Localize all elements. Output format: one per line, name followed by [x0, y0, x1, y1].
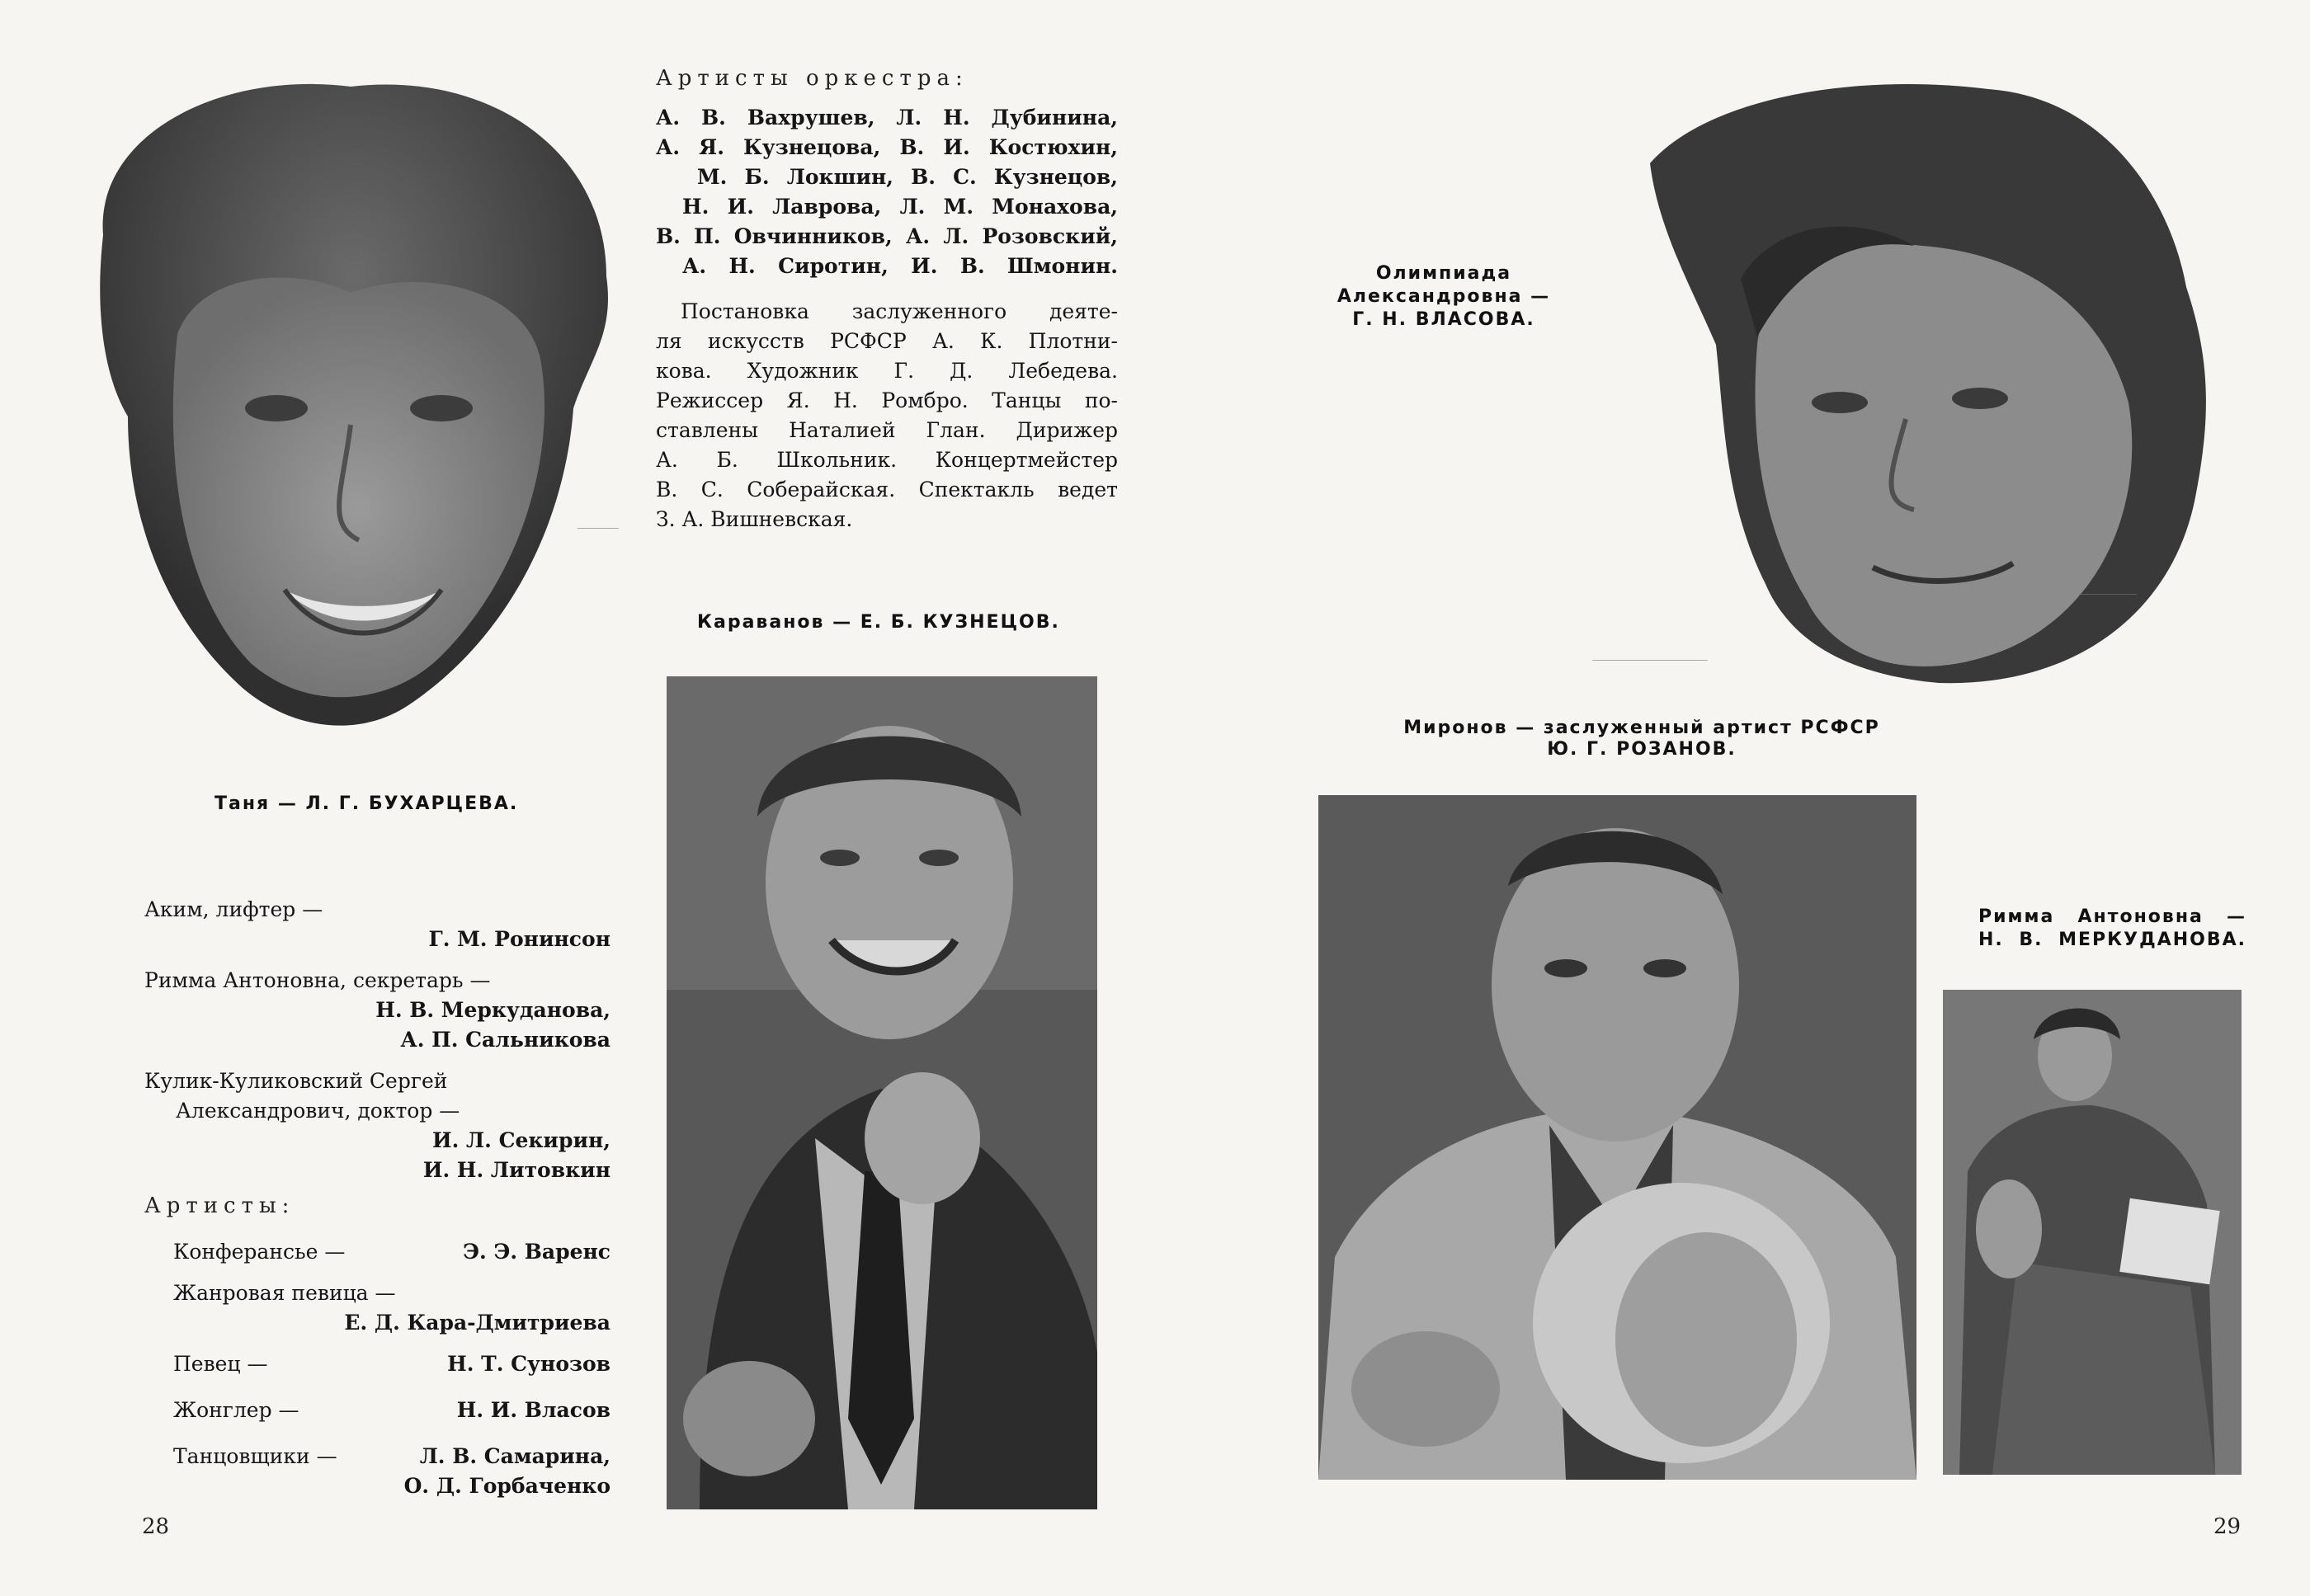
cast-actor: Г. М. Ронинсон [428, 927, 610, 951]
photo-rimma [1943, 990, 2242, 1475]
caption-rimma [1978, 906, 2246, 952]
photo-karavanov [667, 676, 1097, 1509]
cast-actor: И. Н. Литовкин [422, 1158, 610, 1182]
artist-actor: Н. И. Власов [456, 1398, 610, 1422]
caption-line: Ю. Г. РОЗАНОВ. [1547, 739, 1737, 760]
artist-actor: Н. Т. Сунозов [447, 1352, 610, 1376]
credits-line: ля искусств РСФСР А. К. Плотни- [656, 329, 1118, 353]
artist-role: Танцовщики — [173, 1444, 337, 1468]
orchestra-line: А. Н. Сиротин, И. В. Шмонин. [682, 254, 1118, 278]
credits-line: Режиссер Я. Н. Ромбро. Танцы по- [656, 388, 1118, 412]
caption-line: Римма Антоновна — [1978, 906, 2246, 927]
credits-line: В. С. Соберайская. Спектакль ведет [656, 478, 1118, 501]
portrait-rimma-image [1943, 990, 2242, 1475]
artist-actor: О. Д. Горбаченко [403, 1474, 610, 1498]
cast-role: Кулик-Куликовский Сергей [144, 1069, 448, 1093]
portrait-karavanov-image [667, 676, 1097, 1509]
artist-actor: Л. В. Самарина, [419, 1444, 610, 1468]
caption-line: Миронов — заслуженный артист РСФСР [1403, 718, 1880, 738]
orchestra-list [656, 103, 1118, 281]
credits-line: А. Б. Школьник. Концертмейстер [656, 448, 1118, 472]
artist-role: Конферансье — [173, 1240, 346, 1264]
artist-row [173, 1396, 610, 1442]
orchestra-line: Н. И. Лаврова, Л. М. Монахова, [682, 195, 1118, 219]
page-number-left: 28 [142, 1514, 170, 1539]
print-artifact [578, 528, 619, 529]
photo-mironov [1318, 795, 1916, 1480]
production-credits [656, 297, 1118, 534]
caption-line: Г. Н. ВЛАСОВА. [1352, 309, 1535, 330]
caption-line: Олимпиада [1375, 263, 1512, 284]
caption-mironov [1394, 718, 1889, 760]
caption-line: Н. В. МЕРКУДАНОВА. [1978, 930, 2246, 950]
cast-actor: И. Л. Секирин, [432, 1128, 610, 1152]
orchestra-line: А. Я. Кузнецова, В. И. Костюхин, [656, 135, 1118, 159]
portrait-mironov-image [1318, 795, 1916, 1480]
artist-row [173, 1442, 610, 1471]
orchestra-heading: Артисты оркестра: [656, 66, 969, 91]
cast-role: Аким, лифтер — [144, 897, 323, 921]
cast-role: Александрович, доктор — [176, 1099, 460, 1123]
artist-role: Жанровая певица — [173, 1281, 396, 1305]
cast-list [144, 895, 610, 1185]
artist-actor: Е. Д. Кара-Дмитриева [344, 1311, 610, 1335]
portrait-tanya-image [78, 62, 615, 734]
artist-role: Жонглер — [173, 1398, 299, 1422]
credits-line: кова. Художник Г. Д. Лебедева. [656, 359, 1118, 383]
portrait-olimpiada-image [1642, 73, 2219, 687]
cast-actor: Н. В. Меркуданова, [375, 998, 610, 1022]
orchestra-line: А. В. Вахрушев, Л. Н. Дубинина, [656, 106, 1118, 129]
credits-line: ставлены Наталией Глан. Дирижер [656, 418, 1118, 442]
orchestra-line: М. Б. Локшин, В. С. Кузнецов, [697, 165, 1118, 189]
caption-tanya: Таня — Л. Г. БУХАРЦЕВА. [214, 793, 519, 814]
print-artifact [2079, 594, 2137, 595]
cast-role: Римма Антоновна, секретарь — [144, 968, 491, 992]
page-number-right: 29 [2213, 1514, 2242, 1539]
credits-line: З. А. Вишневская. [656, 507, 853, 531]
artists-heading: Артисты: [144, 1193, 295, 1218]
artist-actor: Э. Э. Варенс [463, 1240, 610, 1264]
print-artifact [1592, 660, 1708, 661]
photo-olimpiada [1642, 73, 2219, 687]
artist-row [173, 1349, 610, 1396]
orchestra-line: В. П. Овчинников, А. Л. Розовский, [656, 224, 1118, 248]
artist-role: Певец — [173, 1352, 268, 1376]
artists-list [173, 1237, 610, 1501]
credits-line: Постановка заслуженного деяте- [681, 299, 1118, 323]
caption-line: Александровна — [1336, 286, 1551, 307]
caption-karavanov: Караванов — Е. Б. КУЗНЕЦОВ. [697, 612, 1060, 633]
cast-actor: А. П. Сальникова [400, 1028, 610, 1052]
caption-olimpiada [1320, 262, 1568, 332]
artist-row [173, 1237, 610, 1278]
photo-tanya [78, 62, 615, 734]
